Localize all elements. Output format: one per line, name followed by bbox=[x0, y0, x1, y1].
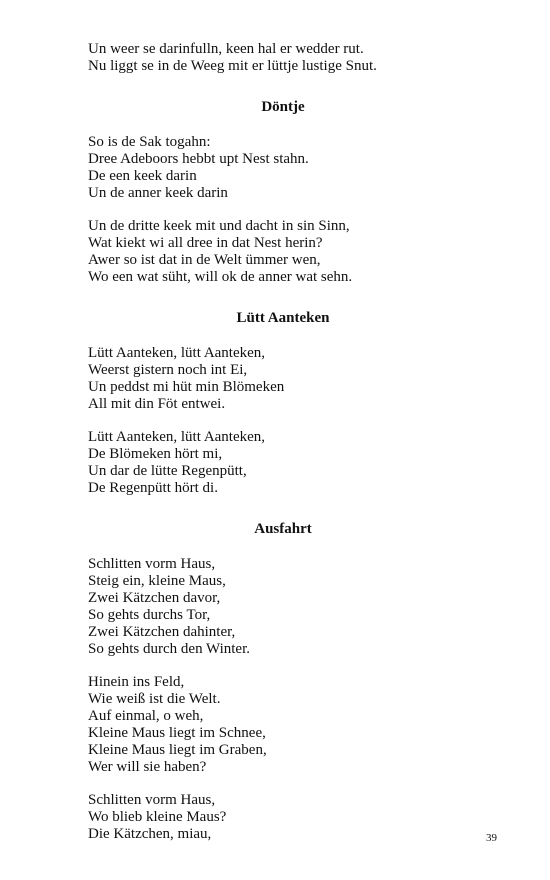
poem-line: Kleine Maus liegt im Schnee, bbox=[88, 725, 266, 741]
poem-line: Wo blieb kleine Maus? bbox=[88, 809, 227, 825]
stanza-gap bbox=[88, 658, 488, 674]
stanza bbox=[88, 134, 488, 202]
poem-title: Lütt Aanteken bbox=[236, 310, 330, 326]
page-number: 39 bbox=[486, 832, 497, 844]
poem-line: Un peddst mi hüt min Blömeken bbox=[88, 379, 285, 395]
poem-line: Wer will sie haben? bbox=[88, 759, 207, 775]
stanza-gap bbox=[88, 776, 488, 792]
poem-line: Die Kätzchen, miau, bbox=[88, 826, 212, 842]
poem-title: Ausfahrt bbox=[254, 521, 312, 537]
poem-line: Schlitten vorm Haus, bbox=[88, 556, 216, 572]
poem-section bbox=[88, 310, 488, 497]
poem-line: Lütt Aanteken, lütt Aanteken, bbox=[88, 345, 266, 361]
poem-line: So is de Sak togahn: bbox=[88, 134, 211, 150]
poem-line: Wo een wat süht, will ok de anner wat sehn. bbox=[88, 269, 353, 285]
poem-title: Döntje bbox=[261, 99, 305, 115]
page-content bbox=[88, 41, 488, 843]
stanza bbox=[88, 41, 488, 75]
stanza bbox=[88, 345, 488, 413]
stanza bbox=[88, 218, 488, 286]
poem-line: Dree Adeboors hebbt upt Nest stahn. bbox=[88, 151, 309, 167]
poem-line: Wie weiß ist die Welt. bbox=[88, 691, 221, 707]
poem-line: Auf einmal, o weh, bbox=[88, 708, 204, 724]
stanza bbox=[88, 556, 488, 658]
stanza-gap bbox=[88, 202, 488, 218]
poem-line: Nu liggt se in de Weeg mit er lüttje lustige Snut. bbox=[88, 58, 377, 74]
stanza bbox=[88, 792, 488, 843]
poem-line: Zwei Kätzchen dahinter, bbox=[88, 624, 236, 640]
poem-section bbox=[88, 521, 488, 843]
poem-line: De Blömeken hört mi, bbox=[88, 446, 223, 462]
poem-line: Un de dritte keek mit und dacht in sin Sinn, bbox=[88, 218, 350, 234]
poem-section bbox=[88, 99, 488, 286]
poem-line: Zwei Kätzchen davor, bbox=[88, 590, 221, 606]
poem-line: Schlitten vorm Haus, bbox=[88, 792, 216, 808]
poem-line: De Regenpütt hört di. bbox=[88, 480, 218, 496]
poem-line: Lütt Aanteken, lütt Aanteken, bbox=[88, 429, 266, 445]
poem-line: Wat kiekt wi all dree in dat Nest herin? bbox=[88, 235, 323, 251]
poem-line: De een keek darin bbox=[88, 168, 197, 184]
stanza bbox=[88, 429, 488, 497]
poem-line: So gehts durchs Tor, bbox=[88, 607, 211, 623]
poem-section bbox=[88, 41, 488, 75]
poem-line: Un de anner keek darin bbox=[88, 185, 228, 201]
poem-line: Un dar de lütte Regenpütt, bbox=[88, 463, 247, 479]
poem-line: Un weer se darinfulln, keen hal er wedder rut. bbox=[88, 41, 364, 57]
poem-line: Hinein ins Feld, bbox=[88, 674, 185, 690]
poem-line: All mit din Föt entwei. bbox=[88, 396, 226, 412]
poem-line: Weerst gistern noch int Ei, bbox=[88, 362, 248, 378]
stanza bbox=[88, 674, 488, 776]
poem-line: So gehts durch den Winter. bbox=[88, 641, 251, 657]
stanza-gap bbox=[88, 413, 488, 429]
poem-line: Kleine Maus liegt im Graben, bbox=[88, 742, 267, 758]
poem-line: Awer so ist dat in de Welt ümmer wen, bbox=[88, 252, 321, 268]
poem-line: Steig ein, kleine Maus, bbox=[88, 573, 226, 589]
